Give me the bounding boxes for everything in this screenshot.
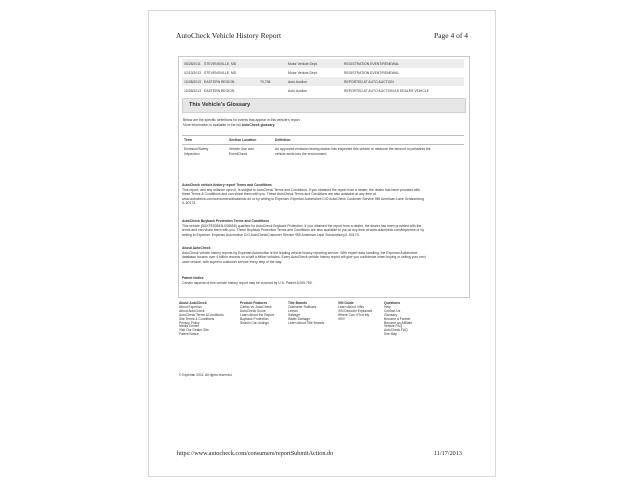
event-date: 10/28/2013 (184, 89, 201, 93)
table-row (182, 59, 464, 68)
glossary-definition: An approved emission testing station has inspected this vehicle to measure the amount of pollutants the (275, 147, 431, 151)
col-definition: Definition (275, 138, 291, 142)
glossary-section: Vehicle Use and (229, 147, 254, 151)
glossary-title: This Vehicle's Glossary (189, 102, 251, 108)
terms-section: AutoCheck vehicle history report Terms and Conditions This report, and any reliance upon it, is subject to AutoCheck Terms and Conditions. If you obtained the report from a dealer, the dealer has been provided with these Terms & Conditions and can share them with you. These AutoCheck Terms and Conditions are also available at any time at www.autocheck.com/consumers/disclaimer.do or by writing to Experian: Experian Automotive C/O AutoCheck Customer Service 955 American Lane Schaumburg IL 60173. (182, 183, 464, 206)
footer-link[interactable]: AutoCheck Score (240, 308, 266, 313)
event-detail: REGISTRATION EVENT/RENEWAL (344, 71, 400, 75)
event-detail: REGISTRATION EVENT/RENEWAL (344, 62, 400, 66)
about-title: About AutoCheck (182, 246, 211, 250)
event-source: Motor Vehicle Dept. (288, 71, 318, 75)
event-location: STEVENSVILLE, MD (204, 62, 237, 66)
buyback-title: AutoCheck Buyback Protection Terms and Conditions (182, 219, 270, 223)
footer-link[interactable]: Media Center (179, 324, 199, 329)
footer-link[interactable]: Become an Affiliate (384, 320, 413, 325)
footer-link[interactable]: Privacy Policy (179, 320, 200, 325)
footer-link[interactable]: Learn About Title Brands (288, 320, 325, 325)
table-row (182, 86, 464, 95)
footer-link[interactable]: Buyback Protection (240, 316, 269, 321)
table-row (182, 68, 464, 77)
col-term: Term (184, 138, 193, 142)
footer-link[interactable]: Salvage (288, 312, 300, 317)
event-detail: REPORTED AT AUTO AUCTION AS DEALER VEHICLE (344, 89, 429, 93)
event-location: EASTERN REGION (204, 80, 235, 84)
print-url: https://www.autocheck.com/consumers/reportSubmitAction.do (177, 450, 334, 457)
glossary-intro-2: More information is available in the full AutoCheck glossary. (183, 123, 276, 127)
footer-col-about: About AutoCheck About Experian About AutoCheck AutoCheck Terms &Conditions Site Terms & Conditions Privacy Policy Media Center Visit Our Dealer Site Patent Notice (179, 301, 224, 337)
footer-col-questions: Questions Help Contact Us Glossary Become a Partner Become an Affiliate Vehicle FAQ AutoCheck FAQ Site Map (384, 301, 413, 337)
footer-link[interactable]: Vehicle FAQ (384, 324, 403, 329)
event-location: EASTERN REGION (204, 89, 235, 93)
buyback-section: AutoCheck Buyback Protection Terms and Conditions This vehicle (5UXFE83549LV08655) qualifies for AutoCheck Buyback Protection. If you obtained the report from a dealer, the dealer has been provided with the terms and can share them with you. These Buyback Protection Terms and Conditions are also available to you at any time at www.autocheck.com/bbpterms or by writing to Experian: Experian Automotive C/O AutoCheckCustomer Service 955 American Lane Schaumburg IL 60173. (182, 219, 464, 237)
footer-link[interactable]: Odometer Rollback (288, 304, 317, 309)
footer-link[interactable]: Glossary (384, 312, 398, 317)
event-date: 10/28/2013 (184, 80, 201, 84)
event-date: 02/13/2013 (184, 71, 201, 75)
event-odometer: 70,738 (260, 80, 271, 84)
terms-title: AutoCheck vehicle history report Terms and Conditions (182, 183, 272, 187)
patent-title: Patent Notice (182, 276, 204, 280)
footer-link[interactable]: Visit Our Dealer Site (179, 328, 209, 333)
footer-link[interactable]: Where Can I Find My (338, 312, 370, 317)
footer-link[interactable]: Search Car Listings (240, 320, 269, 325)
footer-link[interactable]: Lemon (288, 308, 299, 313)
footer-col-title-brands: Title Brands Odometer Rollback Lemon Salvage Water Damage Learn About Title Brands (288, 301, 325, 325)
event-source: Motor Vehicle Dept. (288, 62, 318, 66)
about-section: About AutoCheck AutoCheck vehicle history reports by Experian Automotive is the leading vehicle history reporting service. With expert data handling, the Experian Automotive database houses over 4 billion records on a half a billion vehicles. Every AutoCheck vehicle history report will give you confidence when buying or selling your next used vehicle, with superior customer service every step of the way. (182, 246, 464, 264)
table-row (182, 77, 464, 86)
footer-link[interactable]: Site Terms & Conditions (179, 316, 215, 321)
footer-link[interactable]: Contact Us (384, 308, 401, 313)
footer-link[interactable]: Carfax vs. AutoCheck (240, 304, 272, 309)
glossary-definition-2: vehicle emits into the environment. (275, 152, 328, 156)
footer-link[interactable]: About AutoCheck (179, 308, 205, 313)
print-date: 11/17/2013 (434, 450, 462, 457)
event-location: STEVENSVILLE, MD (204, 71, 237, 75)
divider (182, 135, 464, 136)
glossary-link[interactable]: AutoCheck glossary. (241, 123, 276, 127)
footer-col-product: Product Features Carfax vs. AutoCheck AutoCheck Score Learn About the Report Buyback Protection Search Car Listings (240, 301, 275, 325)
glossary-term-2: Inspection (184, 152, 200, 156)
patent-section: Patent Notice Certain aspects of this vehicle history report may be covered by U.S. Patent 6,005,759. (182, 276, 464, 285)
footer-link[interactable]: AutoCheck Terms &Conditions (179, 312, 224, 317)
footer-link[interactable]: Learn About VINs (338, 304, 364, 309)
glossary-header (182, 98, 466, 113)
footer-link[interactable]: Become a Partner (384, 316, 411, 321)
page-number: Page 4 of 4 (434, 31, 468, 40)
footer-col-vin: VIN Guide Learn About VINs VIN Decoder Explained Where Can I Find My VIN? (338, 301, 373, 321)
event-detail: REPORTED AT AUTO AUCTION (344, 80, 394, 84)
glossary-intro: Below are the specific definitions for events that appear in this vehicle's report. (183, 118, 301, 122)
event-source: Auto Auction (288, 80, 308, 84)
divider (182, 144, 464, 145)
report-title: AutoCheck Vehicle History Report (176, 31, 282, 40)
event-date: 05/28/2011 (184, 62, 201, 66)
footer-link[interactable]: VIN? (338, 316, 346, 321)
col-section: Section Location (229, 138, 257, 142)
footer-link[interactable]: Patent Notice (179, 332, 199, 337)
footer-link[interactable]: Learn About the Report (240, 312, 275, 317)
footer-link[interactable]: Site Map (384, 332, 398, 337)
event-source: Auto Auction (288, 89, 308, 93)
footer-link[interactable]: VIN Decoder Explained (338, 308, 373, 313)
glossary-term: Emission/Safety (184, 147, 209, 151)
footer-link[interactable]: Water Damage (288, 316, 311, 321)
footer-link[interactable]: Help (384, 304, 391, 309)
glossary-section-2: EventCheck (229, 152, 248, 156)
footer-link[interactable]: About Experian (179, 304, 202, 309)
copyright: © Experian 2011. All rights reserved. (179, 373, 233, 377)
footer-link[interactable]: AutoCheck FAQ (384, 328, 408, 333)
